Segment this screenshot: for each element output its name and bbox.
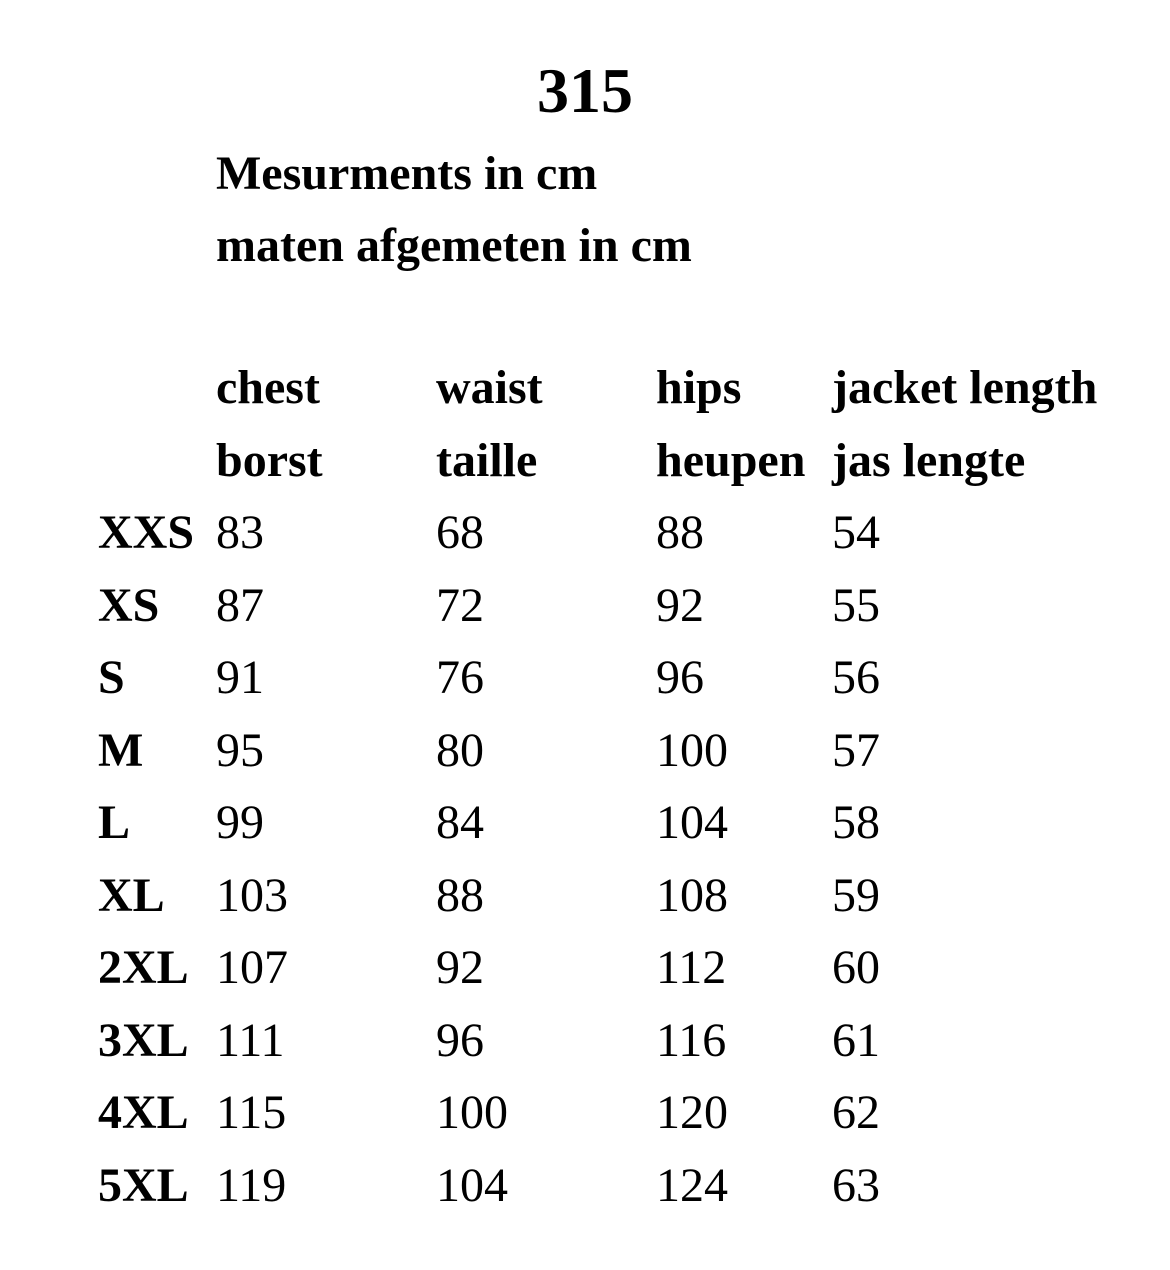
chest-value: 95 <box>216 723 264 777</box>
waist-value: 84 <box>436 796 484 849</box>
jacket-length-value: 61 <box>832 1013 880 1067</box>
chest-value: 91 <box>216 651 264 704</box>
hips-value: 100 <box>656 723 728 777</box>
jacket-length-value: 56 <box>832 651 880 704</box>
jacket-length-value: 58 <box>832 796 880 849</box>
waist-value: 76 <box>436 651 484 704</box>
header-hips: hips <box>656 361 742 414</box>
hips-value: 108 <box>656 868 728 922</box>
jacket-length-value: 55 <box>832 578 880 632</box>
chest-value: 115 <box>216 1086 287 1139</box>
size-label: XL <box>98 868 165 922</box>
hips-value: 112 <box>656 941 727 994</box>
size-label: S <box>98 651 125 704</box>
waist-value: 80 <box>436 723 484 777</box>
waist-value: 68 <box>436 506 484 559</box>
table-row <box>0 864 1170 937</box>
table-row <box>0 574 1170 647</box>
chest-value: 99 <box>216 796 264 849</box>
size-table <box>0 356 1170 1226</box>
hips-value: 104 <box>656 796 728 849</box>
jacket-length-value: 59 <box>832 868 880 922</box>
table-row <box>0 646 1170 719</box>
hips-value: 116 <box>656 1013 727 1067</box>
header-waist: waist <box>436 361 543 414</box>
table-row <box>0 936 1170 1009</box>
header-jacket-length: jacket length <box>832 361 1098 414</box>
jacket-length-value: 57 <box>832 723 880 777</box>
size-label: L <box>98 796 131 849</box>
header-taille: taille <box>436 433 538 487</box>
size-label: 4XL <box>98 1086 189 1139</box>
table-row <box>0 1154 1170 1227</box>
waist-value: 100 <box>436 1086 508 1139</box>
document-title: 315 <box>537 55 633 126</box>
header-chest: chest <box>216 361 320 414</box>
header-row-english <box>0 356 1170 429</box>
header-borst: borst <box>216 433 323 487</box>
header-jas-lengte: jas lengte <box>832 433 1026 487</box>
chest-value: 119 <box>216 1158 287 1212</box>
chest-value: 107 <box>216 941 288 994</box>
jacket-length-value: 60 <box>832 941 880 994</box>
size-label: 2XL <box>98 941 189 994</box>
jacket-length-value: 54 <box>832 506 880 559</box>
size-label: XS <box>98 578 160 632</box>
hips-value: 96 <box>656 651 704 704</box>
table-row <box>0 501 1170 574</box>
size-label: 5XL <box>98 1158 189 1212</box>
header-row-dutch <box>0 429 1170 502</box>
jacket-length-value: 63 <box>832 1158 880 1212</box>
table-row <box>0 1009 1170 1082</box>
table-row <box>0 1081 1170 1154</box>
size-label: 3XL <box>98 1013 189 1067</box>
size-label: M <box>98 723 144 777</box>
header-heupen: heupen <box>656 433 806 487</box>
chest-value: 111 <box>216 1013 285 1067</box>
subtitle-english: Mesurments in cm <box>216 147 598 200</box>
hips-value: 124 <box>656 1158 728 1212</box>
chest-value: 103 <box>216 868 288 922</box>
chest-value: 83 <box>216 506 264 559</box>
waist-value: 72 <box>436 578 484 632</box>
waist-value: 88 <box>436 868 484 922</box>
waist-value: 96 <box>436 1013 484 1067</box>
hips-value: 88 <box>656 506 704 559</box>
chest-value: 87 <box>216 578 264 632</box>
jacket-length-value: 62 <box>832 1086 880 1139</box>
hips-value: 120 <box>656 1086 728 1139</box>
subtitle-dutch: maten afgemeten in cm <box>216 219 692 272</box>
size-label: XXS <box>98 506 195 559</box>
waist-value: 92 <box>436 941 484 994</box>
hips-value: 92 <box>656 578 704 632</box>
table-row <box>0 791 1170 864</box>
table-row <box>0 719 1170 792</box>
waist-value: 104 <box>436 1158 508 1212</box>
